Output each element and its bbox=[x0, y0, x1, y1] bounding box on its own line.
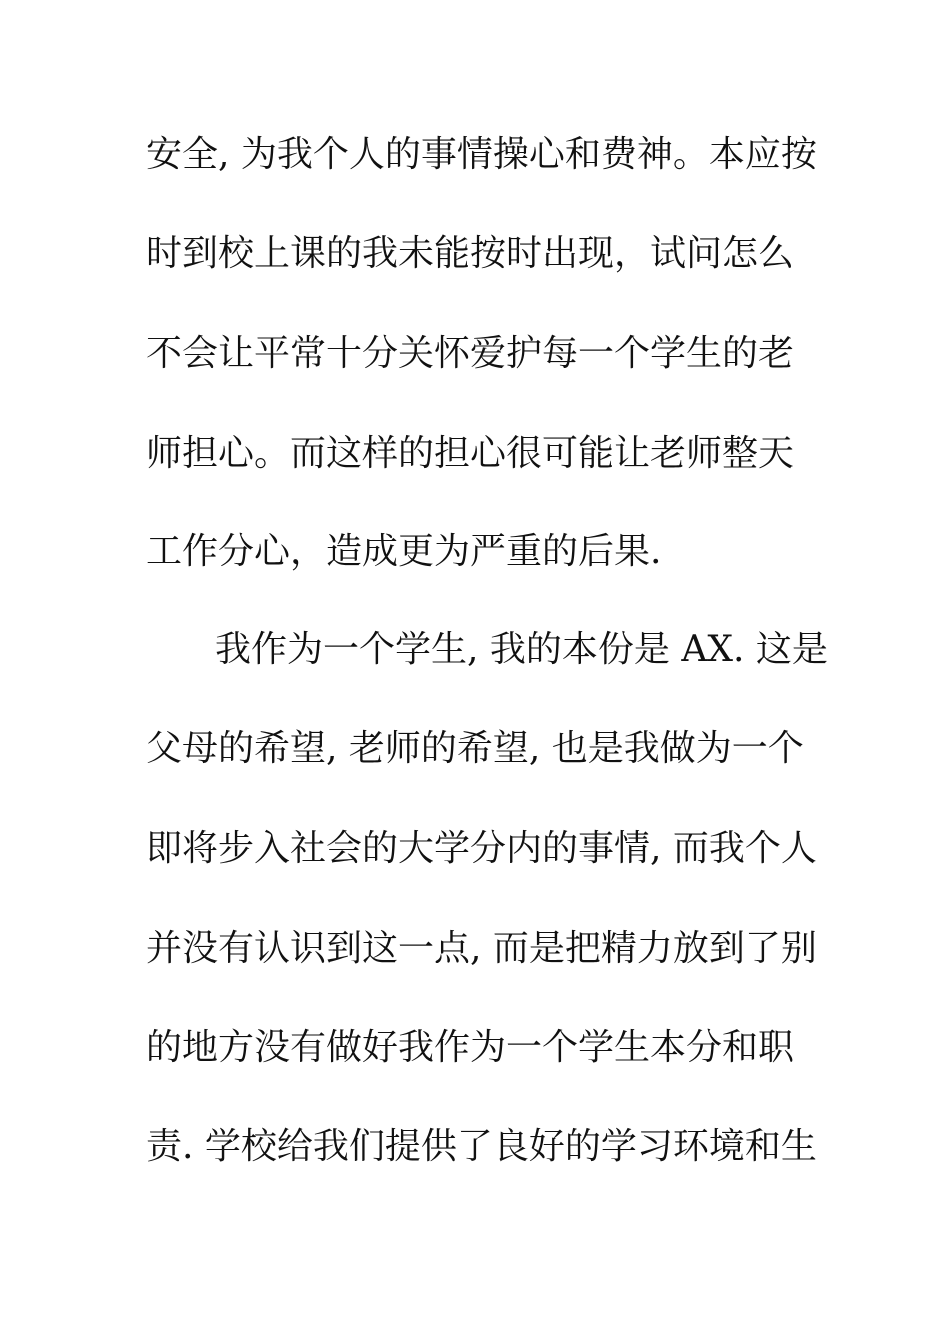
text-line: 责. 学校给我们提供了良好的学习环境和生 bbox=[146, 1126, 817, 1167]
text-line: 师担心。而这样的担心很可能让老师整天 bbox=[146, 433, 795, 474]
text-line: 父母的希望, 老师的希望, 也是我做为一个 bbox=[146, 728, 804, 769]
paragraph-first-line: 我作为一个学生, 我的本份是 ΑΧ. 这是 bbox=[215, 629, 828, 670]
text-line: 安全, 为我个人的事情操心和费神。本应按 bbox=[146, 134, 817, 175]
text-line: 不会让平常十分关怀爱护每一个学生的老 bbox=[146, 333, 795, 374]
text-line: 即将步入社会的大学分内的事情, 而我个人 bbox=[146, 828, 817, 869]
text-line: 的地方没有做好我作为一个学生本分和职 bbox=[146, 1027, 795, 1068]
text-line: 时到校上课的我未能按时出现，试问怎么 bbox=[146, 233, 795, 274]
text-line: 并没有认识到这一点, 而是把精力放到了别 bbox=[146, 928, 817, 969]
text-line: 工作分心，造成更为严重的后果. bbox=[146, 531, 662, 572]
